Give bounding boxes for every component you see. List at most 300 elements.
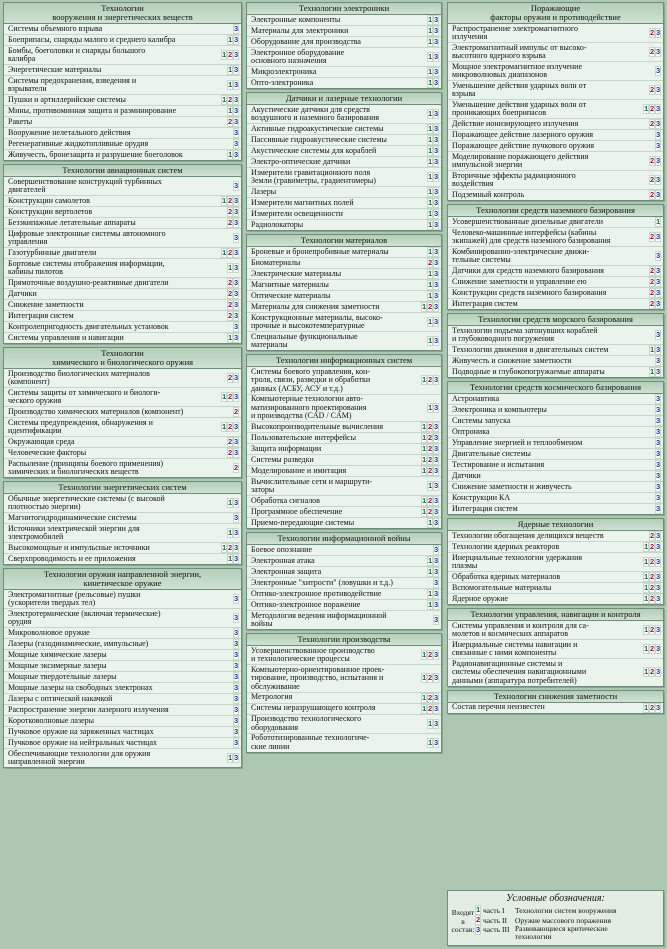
category-number: 3 <box>656 667 661 677</box>
category-number: 3 <box>656 504 661 513</box>
technology-row <box>247 332 441 350</box>
category-number: 3 <box>234 554 239 563</box>
category-number: 3 <box>434 692 439 702</box>
technology-name: Сверхпроводимость и ее приложения <box>8 553 136 563</box>
technology-row <box>448 190 663 200</box>
technology-row <box>247 302 441 313</box>
category-badge <box>655 504 661 514</box>
category-number: 1 <box>644 644 649 653</box>
technology-row <box>4 738 241 749</box>
category-number: 1 <box>428 291 433 300</box>
category-badge <box>649 531 661 541</box>
category-number: 3 <box>656 277 661 286</box>
technology-row <box>448 62 663 81</box>
category-badge <box>433 578 439 588</box>
category-number: 2 <box>228 117 233 126</box>
technology-name: Технологии ядерных реакторов <box>452 541 560 551</box>
category-badge <box>655 460 661 470</box>
technology-row <box>448 247 663 266</box>
category-number: 3 <box>234 248 239 257</box>
category-badge <box>649 156 661 166</box>
technology-row <box>448 43 663 62</box>
technology-name: Электронное оборудование основного назначения <box>251 47 345 65</box>
technology-name: Системы управления и навигации <box>8 332 124 342</box>
category-number: 3 <box>234 333 239 342</box>
category-number: 2 <box>650 625 655 634</box>
category-number: 3 <box>234 50 239 59</box>
technology-row <box>448 640 663 659</box>
category-number: 3 <box>234 727 239 736</box>
category-number: 3 <box>434 37 439 46</box>
technology-name: Высокомощные и импульсные источники <box>8 542 150 552</box>
category-badge <box>649 277 661 287</box>
technology-name: Действие ионизирующего излучения <box>452 118 579 128</box>
category-number: 3 <box>434 336 439 345</box>
category-number: 3 <box>434 545 439 554</box>
technology-row <box>448 266 663 277</box>
category-badge <box>227 117 239 127</box>
category-number: 3 <box>434 172 439 181</box>
category-number: 3 <box>656 266 661 275</box>
category-number: 1 <box>644 572 649 581</box>
technology-name: Моделирование поражающего действия импульсной энергии <box>452 151 589 169</box>
technology-name: Технологии обогащения делящихся веществ <box>452 530 604 540</box>
legend-desc: Технологии систем вооружения <box>515 905 617 915</box>
technology-row <box>448 228 663 247</box>
technology-row <box>247 105 441 124</box>
category-number: 3 <box>234 117 239 126</box>
section-box <box>447 2 664 201</box>
category-number: 3 <box>234 65 239 74</box>
technology-name: Системы боевого управления, кон- троля, связи, разведки и обработки данных (АСБУ, АСУ и т.д.) <box>251 366 371 393</box>
category-number: 1 <box>428 109 433 118</box>
category-badge <box>427 258 439 268</box>
category-badge <box>233 128 239 138</box>
category-badge <box>655 251 661 261</box>
technology-name: Электронные компоненты <box>251 14 341 24</box>
category-number: 2 <box>228 392 233 401</box>
category-number: 3 <box>234 753 239 762</box>
category-number: 3 <box>434 124 439 133</box>
category-number: 1 <box>428 737 433 747</box>
technology-name: Микроволновое оружие <box>8 627 90 637</box>
category-number: 1 <box>428 518 433 527</box>
category-number: 1 <box>222 248 227 257</box>
technology-row <box>4 524 241 543</box>
technology-name: Обработка ядерных материалов <box>452 571 561 581</box>
category-number: 1 <box>422 422 427 431</box>
technology-row <box>247 124 441 135</box>
category-number: 1 <box>428 209 433 218</box>
technology-row <box>4 554 241 564</box>
category-number: 3 <box>656 644 661 653</box>
legend-desc: Оружие массового поражения <box>515 915 612 925</box>
category-number: 1 <box>644 625 649 634</box>
technology-name: Робототизированные технологиче- ские линии <box>251 733 370 751</box>
category-number: 3 <box>656 288 661 297</box>
technology-name: Усовершенствованное производство и технологические процессы <box>251 645 375 663</box>
category-badge <box>221 196 239 206</box>
category-badge <box>655 449 661 459</box>
category-badge <box>227 65 239 75</box>
category-number: 3 <box>434 600 439 609</box>
technology-row <box>4 494 241 513</box>
technology-row <box>247 67 441 78</box>
category-number: 3 <box>434 291 439 300</box>
category-number: 3 <box>234 661 239 670</box>
technology-row <box>4 369 241 388</box>
technology-row <box>4 333 241 343</box>
technology-name: Безэкипажные летательные аппараты <box>8 217 136 227</box>
technology-row <box>448 471 663 482</box>
category-number: 2 <box>428 466 433 475</box>
category-number: 3 <box>656 531 661 540</box>
technology-row <box>4 139 241 150</box>
technology-name: Биоматериалы <box>251 257 301 267</box>
technology-row <box>4 207 241 218</box>
technology-name: Астронавтика <box>452 393 500 403</box>
category-badge <box>221 95 239 105</box>
category-number: 2 <box>650 542 655 551</box>
technology-name: Ракеты <box>8 116 33 126</box>
technology-name: Измерители магнитных полей <box>251 197 354 207</box>
category-number: 3 <box>234 373 239 382</box>
technology-name: Моделирование и имитация <box>251 465 347 475</box>
category-badge <box>649 175 661 185</box>
category-number: 3 <box>656 493 661 502</box>
category-badge <box>233 407 239 417</box>
category-badge <box>227 35 239 45</box>
category-number: 3 <box>656 330 661 339</box>
category-badge <box>649 47 661 57</box>
technology-name: Подводные и глубокопогружаемые аппараты <box>452 366 605 376</box>
technology-row <box>448 367 663 377</box>
technology-row <box>247 444 441 455</box>
category-number: 3 <box>656 299 661 308</box>
technology-name: Распыление (принципы боевого применения) химических и биологических веществ <box>8 458 164 476</box>
category-number: 3 <box>656 232 661 241</box>
technology-name: Электро-оптические датчики <box>251 156 351 166</box>
technology-name: Лазеры (газодинамические, импульсные) <box>8 638 149 648</box>
technology-name: Программное обеспечение <box>251 506 343 516</box>
technology-name: Приемо-передающие системы <box>251 517 355 527</box>
technology-row <box>448 356 663 367</box>
category-number: 1 <box>428 172 433 181</box>
category-number: 3 <box>434 578 439 587</box>
technology-row <box>448 217 663 228</box>
technology-row <box>448 438 663 449</box>
technology-name: Поражающее действие пучкового оружия <box>452 140 595 150</box>
technology-name: Состав перечня неизвестен <box>452 702 545 712</box>
technology-name: Электротермические (включая термические) орудия <box>8 608 161 626</box>
category-number: 3 <box>234 139 239 148</box>
technology-name: Вычислительные сети и маршрути- заторы <box>251 476 373 494</box>
category-number: 1 <box>656 217 661 226</box>
category-badge <box>427 26 439 36</box>
technology-name: Пользовательские интерфейсы <box>251 432 356 442</box>
category-badge <box>227 218 239 228</box>
technology-name: Уменьшение действия ударных волн от проникающих боеприпасов <box>452 99 587 117</box>
category-number: 3 <box>234 128 239 137</box>
technology-row <box>4 609 241 628</box>
technology-name: Оптико-электронное противодействие <box>251 588 382 598</box>
category-badge <box>655 217 661 227</box>
category-number: 3 <box>656 482 661 491</box>
category-number: 3 <box>234 437 239 446</box>
technology-row <box>4 705 241 716</box>
category-badge <box>233 727 239 737</box>
technology-name: Газотурбинные двигатели <box>8 247 97 257</box>
section-title: Технологии средств космического базирования <box>448 382 663 394</box>
technology-row <box>448 449 663 460</box>
technology-row <box>448 277 663 288</box>
technology-row <box>448 482 663 493</box>
technology-row <box>247 734 441 752</box>
technology-name: Вторичные эффекты радиационного воздействия <box>452 170 576 188</box>
category-number: 3 <box>656 130 661 139</box>
category-number: 1 <box>422 444 427 453</box>
category-number: 1 <box>422 302 427 311</box>
category-number: 1 <box>644 104 649 113</box>
technology-name: Цифровые электронные системы автономного управления <box>8 228 166 246</box>
technology-row <box>247 477 441 496</box>
technology-name: Вспомогательные материалы <box>452 582 552 592</box>
technology-row <box>448 427 663 438</box>
technology-row <box>4 46 241 65</box>
technology-row <box>4 76 241 95</box>
technology-name: Оборудование для производства <box>251 36 361 46</box>
technology-name: Источники электрической энергии для электромобилей <box>8 523 140 541</box>
technology-row <box>247 496 441 507</box>
category-number: 1 <box>222 95 227 104</box>
section-title: Ядерные технологии <box>448 519 663 531</box>
category-number: 1 <box>428 52 433 61</box>
category-badge <box>421 444 439 454</box>
category-number: 2 <box>428 258 433 267</box>
technology-row <box>4 639 241 650</box>
category-number: 1 <box>428 67 433 76</box>
technology-row <box>4 437 241 448</box>
category-badge <box>227 373 239 383</box>
technology-row <box>247 26 441 37</box>
section-title: Датчики и лазерные технологии <box>247 93 441 105</box>
category-number: 2 <box>428 433 433 442</box>
category-badge <box>227 333 239 343</box>
category-number: 2 <box>650 119 655 128</box>
category-number: 3 <box>656 438 661 447</box>
technology-name: Системы запуска <box>452 415 511 425</box>
category-number: 3 <box>234 207 239 216</box>
category-number: 3 <box>656 28 661 37</box>
technology-row <box>247 466 441 477</box>
category-number: 3 <box>434 375 439 385</box>
technology-row <box>247 556 441 567</box>
technology-name: Конструкции средств наземного базирования <box>452 287 607 297</box>
technology-row <box>4 117 241 128</box>
category-number: 3 <box>234 80 239 89</box>
category-number: 3 <box>656 542 661 551</box>
section-title: Технологии электроники <box>247 3 441 15</box>
category-number: 1 <box>422 375 427 385</box>
technology-name: Электронные "хитрости" (ловушки и т.д.) <box>251 577 393 587</box>
technology-name: Датчики <box>452 470 481 480</box>
category-number: 1 <box>428 567 433 576</box>
section-title: Технологии производства <box>247 634 441 646</box>
technology-row <box>448 100 663 119</box>
category-number: 1 <box>428 317 433 326</box>
category-number: 3 <box>656 175 661 184</box>
technology-name: Системы управления и контроля для са- молетов и космических аппаратов <box>452 620 589 638</box>
technology-name: Измерители гравитационного поля Земли (гравиметры, градиентомеры) <box>251 167 376 185</box>
category-badge <box>427 280 439 290</box>
category-badge <box>649 266 661 276</box>
category-number: 3 <box>434 78 439 87</box>
category-number: 2 <box>650 557 655 566</box>
technology-row <box>448 299 663 309</box>
category-number: 3 <box>234 738 239 747</box>
category-number: 3 <box>234 181 239 190</box>
category-number: 3 <box>656 394 661 403</box>
category-badge <box>649 288 661 298</box>
technology-name: Пучковое оружие на заряженных частицах <box>8 726 154 736</box>
category-number: 3 <box>656 405 661 414</box>
category-number: 3 <box>234 289 239 298</box>
category-badge <box>427 109 439 119</box>
technology-row <box>247 37 441 48</box>
section-box <box>3 481 242 565</box>
technology-name: Инерциальные технологии удержания плазмы <box>452 552 583 570</box>
category-badge <box>421 302 439 312</box>
technology-name: Интеграция систем <box>8 310 74 320</box>
technology-row <box>448 460 663 471</box>
category-number: 2 <box>650 190 655 199</box>
category-number: 3 <box>434 187 439 196</box>
category-number: 3 <box>234 705 239 714</box>
category-badge <box>421 455 439 465</box>
category-number: 3 <box>434 615 439 624</box>
technology-name: Электронная атака <box>251 555 315 565</box>
technology-row <box>247 567 441 578</box>
category-number: 2 <box>228 278 233 287</box>
technology-name: Метрология <box>251 692 293 702</box>
technology-name: Магнитогидродинамические системы <box>8 512 137 522</box>
category-number: 3 <box>234 24 239 33</box>
technology-row <box>247 269 441 280</box>
category-badge <box>433 615 439 625</box>
category-number: 3 <box>434 556 439 565</box>
category-number: 3 <box>234 218 239 227</box>
technology-row <box>4 311 241 322</box>
technology-row <box>448 119 663 130</box>
category-badge <box>227 263 239 273</box>
technology-row <box>247 15 441 26</box>
technology-name: Живучесть и снижение заметности <box>452 355 572 365</box>
category-badge <box>421 507 439 517</box>
category-number: 3 <box>234 106 239 115</box>
category-number: 3 <box>656 572 661 581</box>
technology-row <box>247 291 441 302</box>
category-number: 2 <box>228 437 233 446</box>
category-badge <box>655 141 661 151</box>
technology-row <box>247 146 441 157</box>
category-number: 1 <box>228 80 233 89</box>
category-badge <box>233 24 239 34</box>
technology-row <box>448 621 663 640</box>
category-number: 2 <box>428 496 433 505</box>
category-badge <box>427 220 439 230</box>
category-number: 1 <box>428 589 433 598</box>
section-title: Технологии вооружения и энергетических веществ <box>4 3 241 24</box>
technology-row <box>247 313 441 332</box>
category-badge <box>227 498 239 508</box>
category-number: 1 <box>428 402 433 412</box>
category-number: 3 <box>434 157 439 166</box>
category-number: 1 <box>228 554 233 563</box>
category-badge <box>643 557 661 567</box>
section-box <box>447 608 664 687</box>
legend-part: часть III <box>483 925 510 934</box>
category-badge <box>427 403 439 413</box>
category-number: 3 <box>434 109 439 118</box>
category-number: 3 <box>234 263 239 272</box>
legend-part: часть I <box>483 905 505 915</box>
category-number: 3 <box>656 66 661 75</box>
category-badge <box>421 693 439 703</box>
technology-row <box>448 504 663 514</box>
technology-name: Системы объемного взрыва <box>8 23 103 33</box>
technology-name: Снижение заметности и управление ею <box>452 276 587 286</box>
category-number: 1 <box>644 542 649 551</box>
category-number: 1 <box>422 507 427 516</box>
technology-name: Оптико-электронное поражение <box>251 599 361 609</box>
category-badge <box>221 543 239 553</box>
category-number: 2 <box>650 702 655 712</box>
technology-name: Компьютерно-ориентированное проек- тирование, производство, испытания и обслуживание <box>251 664 385 691</box>
category-badge <box>643 583 661 593</box>
category-badge <box>427 78 439 88</box>
category-number: 3 <box>656 557 661 566</box>
category-number: 1 <box>428 187 433 196</box>
technology-name: Методология ведения информационной войны <box>251 610 387 628</box>
technology-row <box>448 531 663 542</box>
category-number: 1 <box>428 220 433 229</box>
category-number: 3 <box>434 518 439 527</box>
category-number: 2 <box>428 692 433 702</box>
section-title: Технологии снижения заметности <box>448 691 663 703</box>
category-number: 2 <box>650 104 655 113</box>
category-number: 3 <box>434 673 439 683</box>
category-badge <box>427 146 439 156</box>
technology-name: Контролепригодность двигательных установок <box>8 321 169 331</box>
category-number: 3 <box>656 416 661 425</box>
category-number: 3 <box>234 543 239 552</box>
category-number: 2 <box>428 507 433 516</box>
category-badge <box>427 198 439 208</box>
technology-row <box>448 583 663 594</box>
section-title: Технологии информационной войны <box>247 533 441 545</box>
technology-name: Компьютерные технологии авто- матизированного проектирования и производства (CAD / CAM) <box>251 394 367 420</box>
section-title: Технологии оружия направленной энергии, кинетическое оружие <box>4 569 241 590</box>
category-number: 2 <box>428 422 433 431</box>
category-number: 2 <box>234 407 239 416</box>
category-number: 3 <box>434 269 439 278</box>
category-number: 2 <box>228 422 233 431</box>
category-number: 1 <box>422 455 427 464</box>
technology-row <box>247 545 441 556</box>
category-badge <box>643 625 661 635</box>
category-number: 1 <box>428 157 433 166</box>
technology-row <box>4 259 241 278</box>
